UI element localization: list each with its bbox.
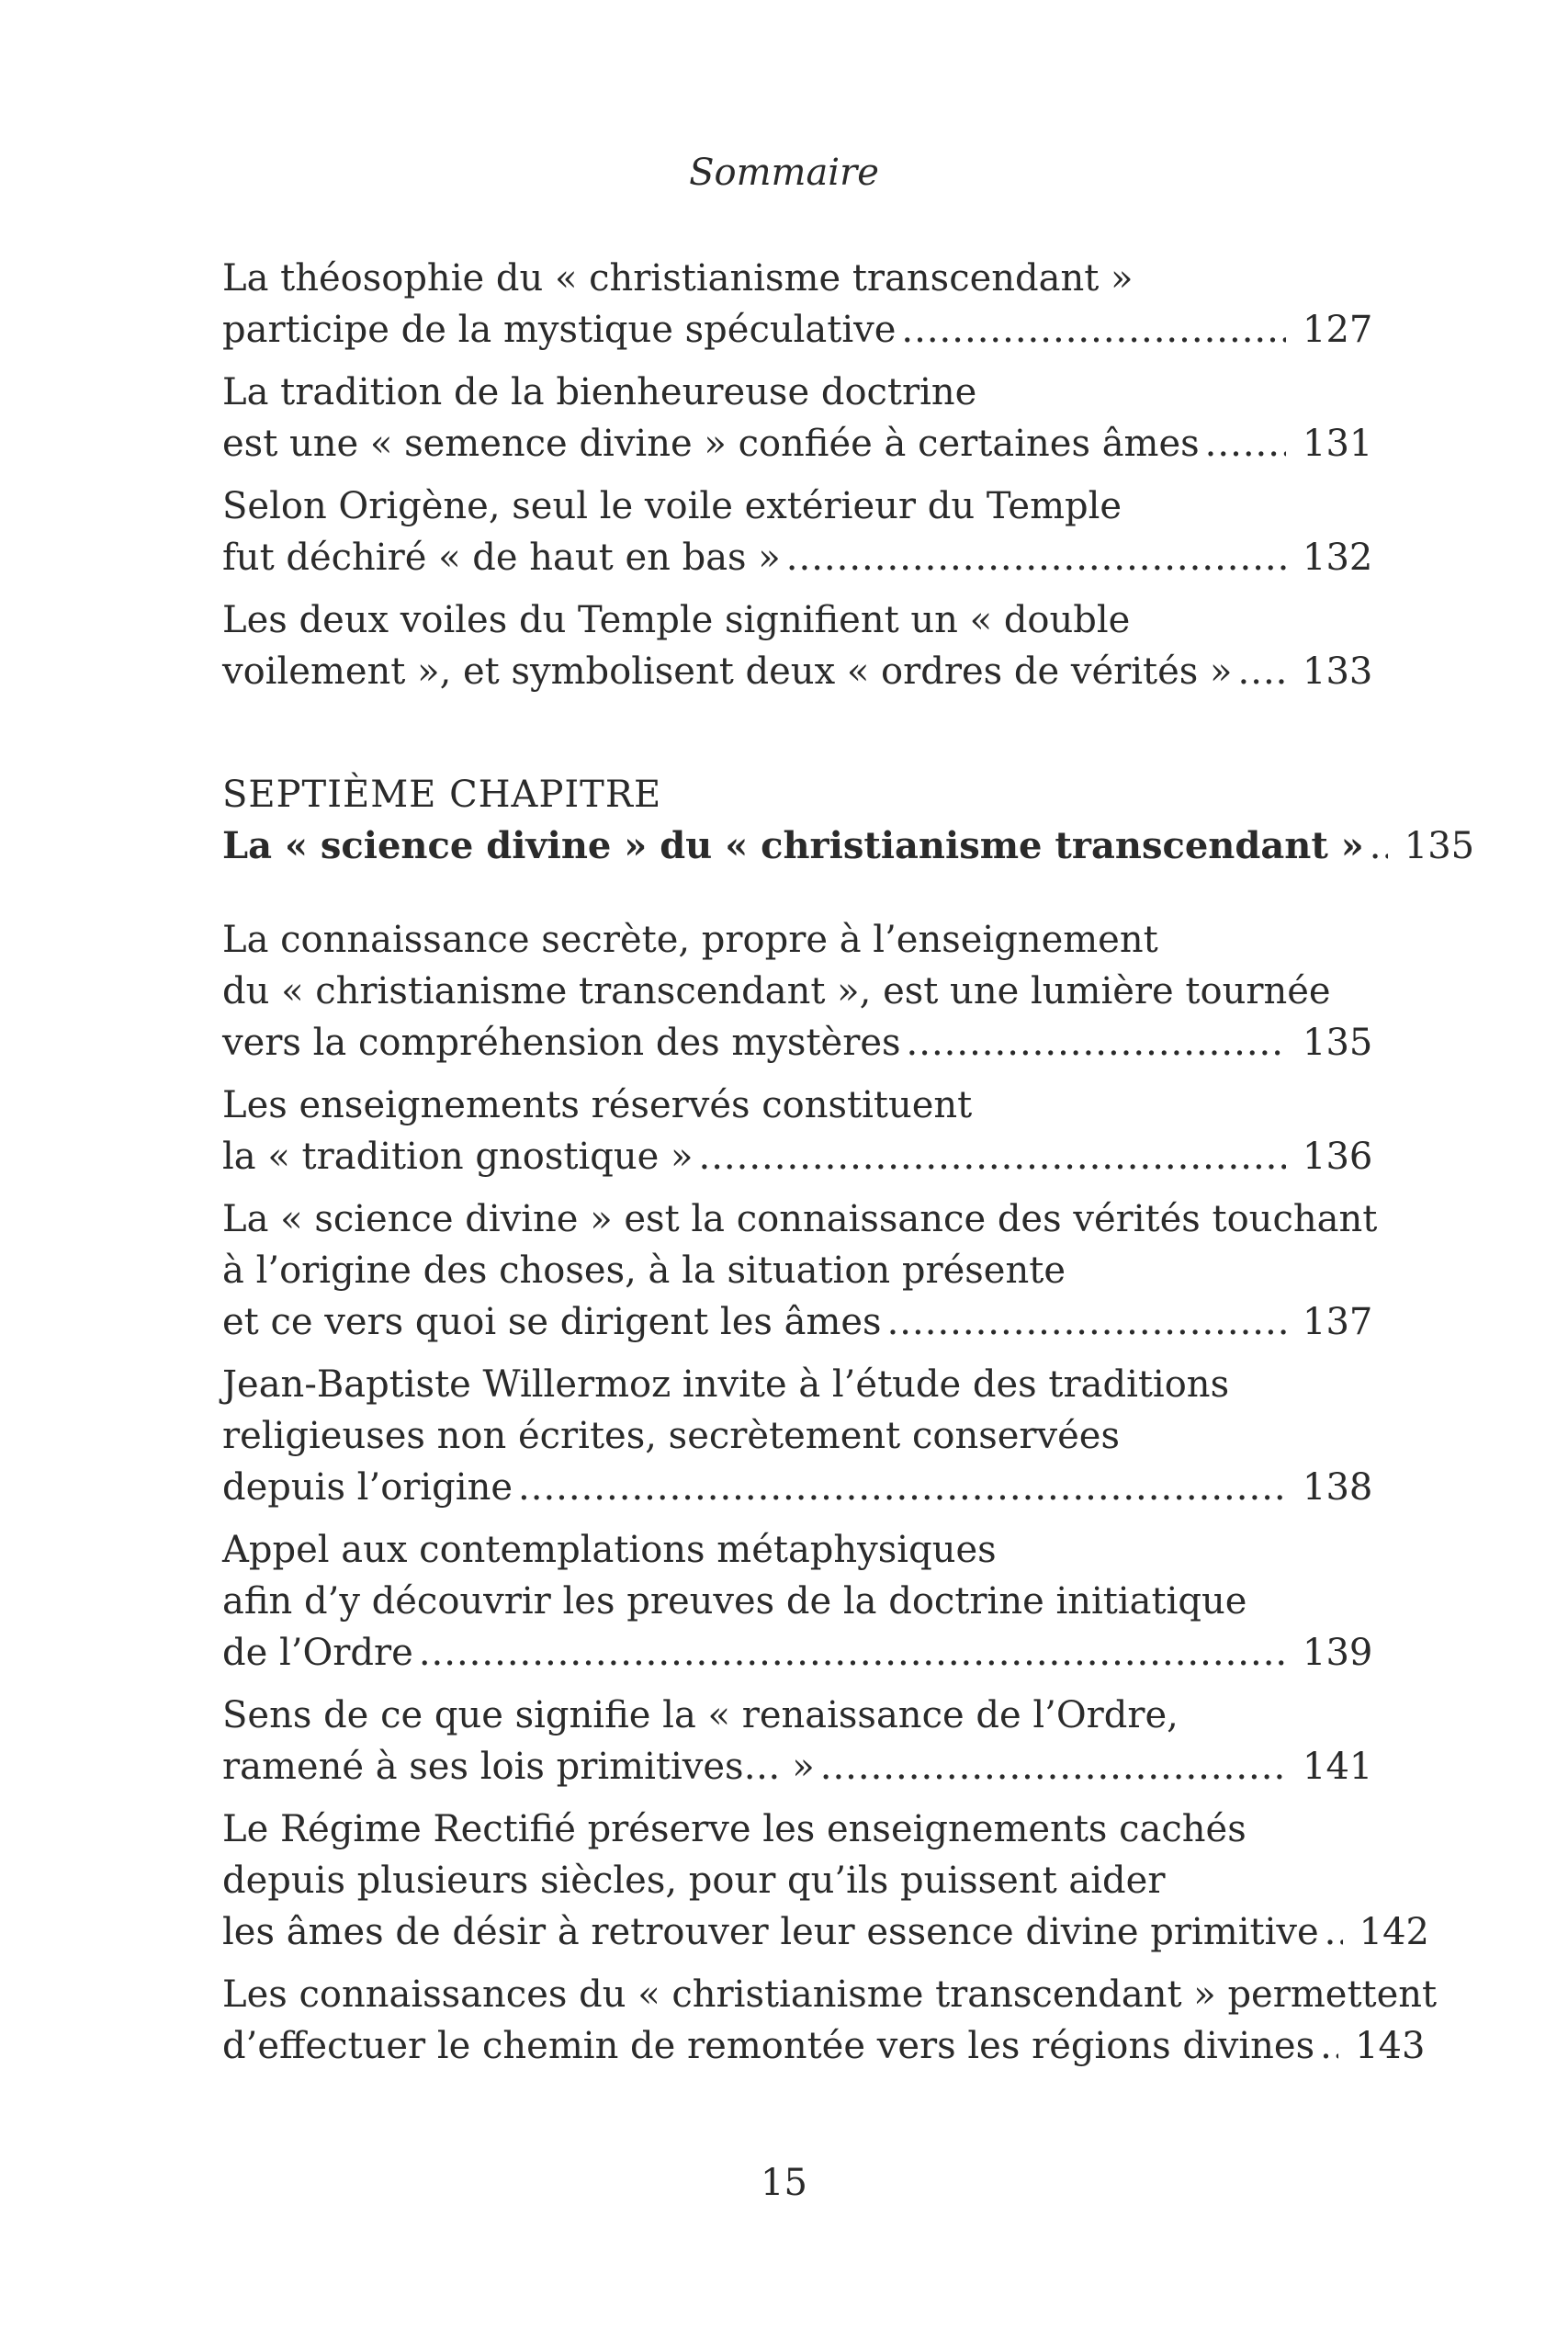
toc-page-number: 131 <box>1303 423 1373 465</box>
toc-entry-line: Selon Origène, seul le voile extérieur du Temple <box>222 485 1122 527</box>
dot-leader <box>1325 1906 1343 1958</box>
dot-leader <box>1205 418 1286 469</box>
toc-entry[interactable] <box>222 253 1373 356</box>
toc-page-number: 137 <box>1303 1301 1373 1343</box>
toc-entry[interactable] <box>222 1193 1378 1348</box>
toc-page-number: 143 <box>1355 2025 1426 2067</box>
toc-entry[interactable] <box>222 1524 1373 1679</box>
toc-entry-line: religieuses non écrites, secrètement conservées <box>222 1415 1120 1457</box>
dot-leader <box>698 1131 1286 1182</box>
dot-leader <box>901 304 1286 356</box>
toc-entry-line: et ce vers quoi se dirigent les âmes <box>222 1301 882 1343</box>
dot-leader <box>820 1741 1286 1792</box>
toc-entry-line: afin d’y découvrir les preuves de la doctrine initiatique <box>222 1580 1247 1623</box>
toc-entry[interactable] <box>222 594 1373 697</box>
dot-leader <box>419 1627 1286 1679</box>
toc-entry-line: la « tradition gnostique » <box>222 1136 694 1178</box>
toc-entry[interactable] <box>222 1080 1373 1182</box>
toc-entry-line: Sens de ce que signifie la « renaissance de l’Ordre, <box>222 1694 1179 1736</box>
toc-entry-line: Les deux voiles du Temple signifient un « double <box>222 599 1131 641</box>
toc-entry-line: La connaissance secrète, propre à l’enseignement <box>222 919 1158 961</box>
toc-entry-line: Les connaissances du « christianisme transcendant » permettent <box>222 1973 1438 2016</box>
toc-page-number: 142 <box>1359 1911 1430 1953</box>
toc-page-number: 135 <box>1303 1022 1373 1064</box>
toc-entry-line: La « science divine » est la connaissance des vérités touchant <box>222 1198 1378 1240</box>
toc-entry-line: depuis plusieurs siècles, pour qu’ils puissent aider <box>222 1860 1166 1902</box>
toc-entry-line: fut déchiré « de haut en bas » <box>222 537 781 579</box>
toc-entry-line: d’effectuer le chemin de remontée vers les régions divines <box>222 2025 1315 2067</box>
dot-leader <box>1370 820 1388 872</box>
toc-section-before <box>222 253 1373 697</box>
toc-entry-line: La tradition de la bienheureuse doctrine <box>222 371 977 413</box>
toc-entry-line: de l’Ordre <box>222 1632 413 1674</box>
chapter-label: SEPTIÈME CHAPITRE <box>222 774 662 816</box>
toc-entry-line: à l’origine des choses, à la situation présente <box>222 1250 1066 1292</box>
toc-page-number: 138 <box>1303 1466 1373 1509</box>
chapter-heading[interactable] <box>222 769 1475 872</box>
toc-entry-line: du « christianisme transcendant », est une lumière tournée <box>222 970 1331 1012</box>
toc-entry-line: Les enseignements réservés constituent <box>222 1084 973 1126</box>
dot-leader <box>1320 2020 1338 2072</box>
toc-entry-line: depuis l’origine <box>222 1466 513 1509</box>
page-number: 15 <box>761 2162 807 2204</box>
toc-entry-line: les âmes de désir à retrouver leur essence divine primitive <box>222 1911 1319 1953</box>
dot-leader <box>518 1462 1286 1513</box>
chapter-title: La « science divine » du « christianisme transcendant » <box>222 824 1364 867</box>
dot-leader <box>907 1017 1286 1069</box>
toc-entry-line: ramené à ses lois primitives… » <box>222 1746 815 1788</box>
dot-leader <box>887 1296 1286 1348</box>
table-of-contents <box>222 253 1475 2083</box>
toc-entry-line: Le Régime Rectifié préserve les enseignements cachés <box>222 1808 1247 1850</box>
toc-page-number: 127 <box>1303 309 1373 351</box>
toc-entry[interactable] <box>222 1359 1373 1513</box>
toc-page-number: 135 <box>1404 825 1475 867</box>
toc-section-after <box>222 914 1438 2072</box>
toc-page-number: 139 <box>1303 1632 1373 1674</box>
toc-entry[interactable] <box>222 914 1373 1069</box>
toc-entry-line: participe de la mystique spéculative <box>222 309 897 351</box>
dot-leader <box>1238 646 1286 697</box>
toc-entry-line: voilement », et symbolisent deux « ordres de vérités » <box>222 650 1233 693</box>
toc-page-number: 141 <box>1303 1746 1373 1788</box>
toc-entry[interactable] <box>222 1804 1430 1958</box>
toc-entry-line: Jean-Baptiste Willermoz invite à l’étude des traditions <box>222 1363 1230 1406</box>
toc-page-number: 136 <box>1303 1136 1373 1178</box>
toc-entry[interactable] <box>222 481 1373 583</box>
toc-entry-line: vers la compréhension des mystères <box>222 1022 901 1064</box>
toc-page-number: 133 <box>1303 650 1373 693</box>
toc-entry[interactable] <box>222 367 1373 469</box>
toc-entry[interactable] <box>222 1969 1438 2072</box>
toc-entry-line: Appel aux contemplations métaphysiques <box>222 1529 997 1571</box>
dot-leader <box>786 532 1286 583</box>
toc-entry-line: est une « semence divine » confiée à certaines âmes <box>222 423 1200 465</box>
toc-page-number: 132 <box>1303 537 1373 579</box>
toc-entry-line: La théosophie du « christianisme transcendant » <box>222 257 1134 300</box>
running-head: Sommaire <box>689 152 879 194</box>
toc-entry[interactable] <box>222 1690 1373 1792</box>
